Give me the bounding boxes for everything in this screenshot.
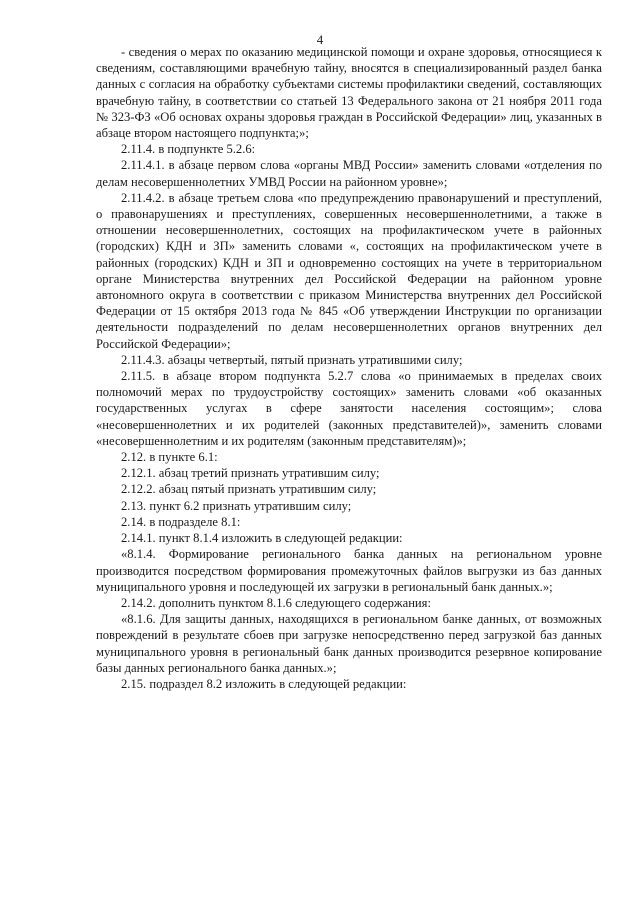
paragraph-2-11-4: 2.11.4. в подпункте 5.2.6: [121, 142, 256, 157]
paragraph-2-14-2: 2.14.2. дополнить пунктом 8.1.6 следующего содержания: [121, 595, 431, 610]
paragraph-2-12: 2.12. в пункте 6.1: [121, 450, 218, 465]
paragraph-2-11-5: 2.11.5. в абзаце втором подпункта 5.2.7 слова «о принимаемых в пределах своих полномочий мерах по трудоустройству состоящих» заменить словами «об оказанных государственных услугах в сфере занятости населения состоящим»; слова «несовершеннолетних и их родителей (законных представителей)», заменить словами «несовершеннолетним и их родителям (законным представителям)»; [96, 369, 602, 448]
paragraph-medical-info: - сведения о мерах по оказанию медицинской помощи и охране здоровья, относящиеся к сведениям, составляющими врачебную тайну, вносятся в специализированный раздел банка данных с согласия на обработку субъектами системы профилактики сведений, составляющих врачебную тайну, в соответствии со статьей 13 Федерального закона от 21 ноября 2011 года № 323-ФЗ «Об основах охраны здоровья граждан в Российской Федерации» лиц, указанных в абзаце втором настоящего подпункта;»; [96, 45, 602, 141]
paragraph-2-11-4-1: 2.11.4.1. в абзаце первом слова «органы МВД России» заменить словами «отделения по делам несовершеннолетних УМВД России на районном уровне»; [96, 158, 602, 189]
page-number: 4 [316, 32, 324, 47]
paragraph-2-12-1: 2.12.1. абзац третий признать утратившим силу; [121, 466, 380, 481]
paragraph-8-1-4: «8.1.4. Формирование регионального банка данных на региональном уровне производится посредством формирования промежуточных файлов выгрузки из баз данных муниципального уровня и последующей их загрузки в региональный банк данных.»; [96, 547, 602, 594]
document-body [96, 44, 602, 692]
paragraph-2-11-4-2: 2.11.4.2. в абзаце третьем слова «по предупреждению правонарушений и преступлений, о правонарушениях и преступлениях, совершенных несовершеннолетними, а также в отношении несовершеннолетних, состоящих на профилактическом учете в районных (городских) КДН и ЗП» заменить словами «, состоящих на профилактическом учете в районных (городских) КДН и ЗП и одновременно состоящих на учете в территориальном органе Министерства внутренних дел Российской Федерации на районном уровне автономного округа в соответствии с приказом Министерства внутренних дел Российской Федерации от 15 октября 2013 года № 845 «Об утверждении Инструкции по организации деятельности подразделений по делам несовершеннолетних органов внутренних дел Российской Федерации»; [96, 190, 602, 351]
paragraph-2-14-1: 2.14.1. пункт 8.1.4 изложить в следующей редакции: [121, 531, 403, 546]
paragraph-2-13: 2.13. пункт 6.2 признать утратившим силу; [121, 498, 352, 513]
paragraph-8-1-6: «8.1.6. Для защиты данных, находящихся в региональном банке данных, от возможных повреждений в результате сбоев при загрузке непосредственно перед загрузкой баз данных муниципального уровня в региональный банк данных производится резервное копирование базы данных регионального банка данных.»; [96, 612, 602, 675]
paragraph-2-12-2: 2.12.2. абзац пятый признать утратившим силу; [121, 482, 377, 497]
paragraph-2-15: 2.15. подраздел 8.2 изложить в следующей редакции: [121, 676, 407, 691]
paragraph-2-11-4-3: 2.11.4.3. абзацы четвертый, пятый признать утратившими силу; [121, 352, 463, 367]
paragraph-2-14: 2.14. в подразделе 8.1: [121, 514, 241, 529]
